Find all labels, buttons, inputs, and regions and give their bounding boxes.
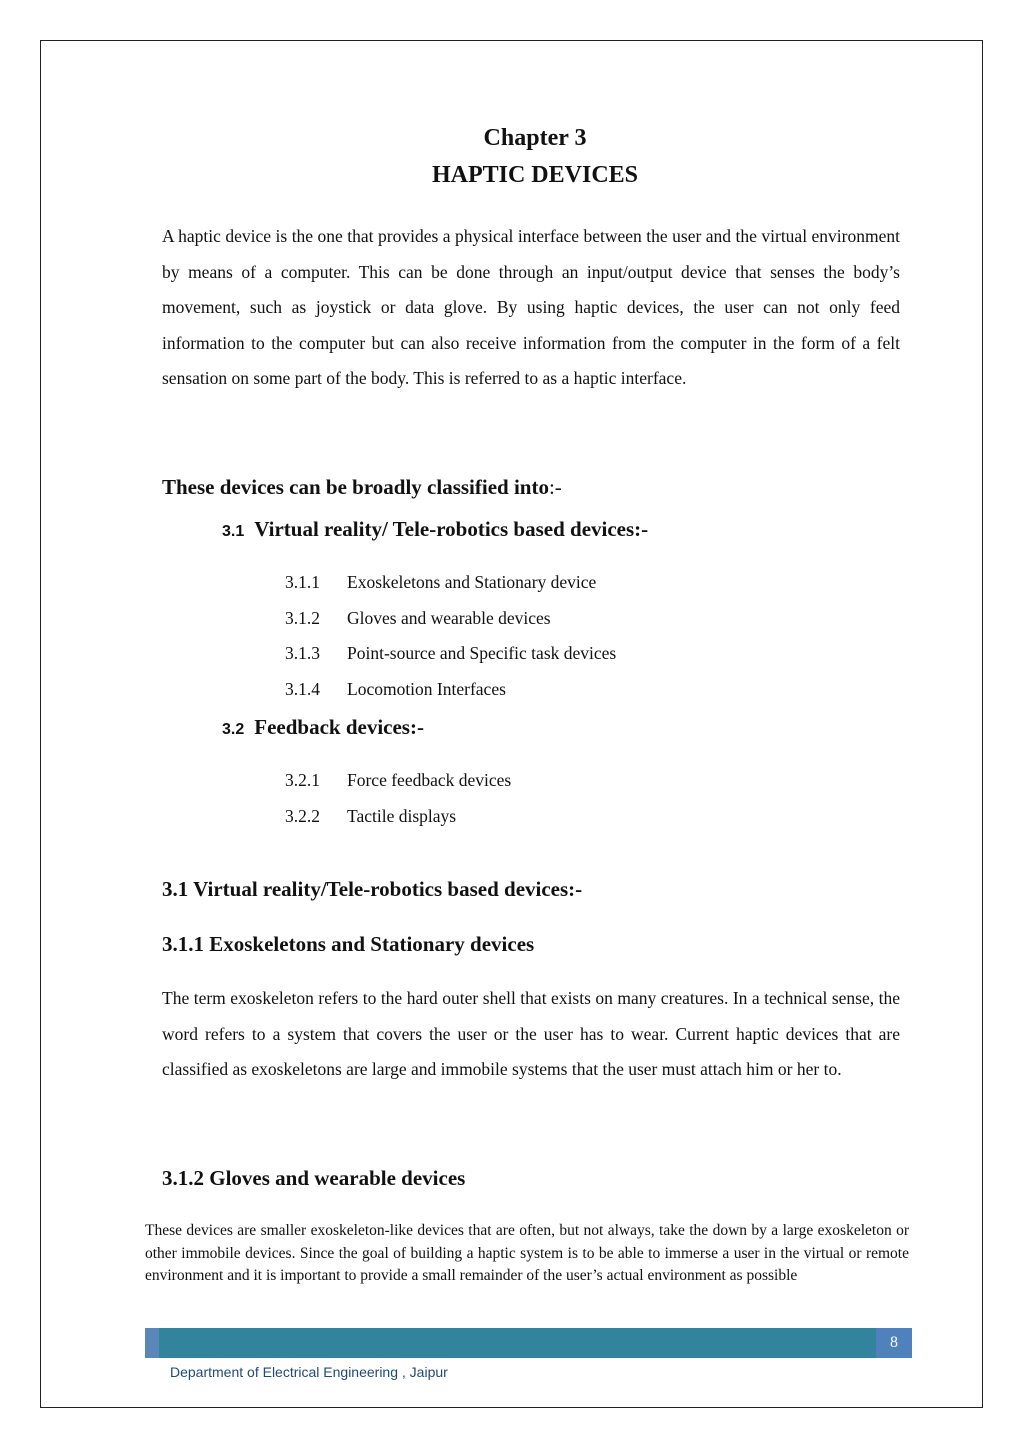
list-item-number: 3.1.4 — [285, 679, 320, 699]
group-3-1-title: Virtual reality/ Tele-robotics based devices:- — [254, 517, 649, 541]
list-item-label: Point-source and Specific task devices — [347, 643, 617, 663]
classification-heading-suffix: :- — [548, 475, 562, 499]
intro-paragraph: A haptic device is the one that provides a physical interface between the user and the virtual environment by means of a computer. This can be done through an input/output device that senses the body’s movement, such as joystick or data glove. By using haptic devices, the user can not only feed information to the computer but can also receive information from the computer in the form of a felt sensation on some part of the body. This is referred to as a haptic interface. — [162, 226, 900, 389]
list-item-number: 3.2.1 — [285, 770, 320, 790]
chapter-label: Chapter 3 — [483, 125, 587, 151]
page-number: 8 — [876, 1328, 912, 1358]
footer-bar — [145, 1328, 912, 1358]
group-3-2-heading — [222, 715, 424, 740]
list-item-number: 3.1.1 — [285, 572, 320, 592]
footer-bar-band — [159, 1328, 876, 1358]
footer-bar-cap — [145, 1328, 159, 1358]
list-item-label: Exoskeletons and Stationary device — [347, 572, 597, 592]
section-3-1-1-body: The term exoskeleton refers to the hard outer shell that exists on many creatures. In a technical sense, the word refers to a system that covers the user or the user has to wear. Current haptic devices that are classified as exoskeletons are large and immobile systems that the user must attach him or her to. — [162, 988, 900, 1080]
section-3-1-heading: 3.1 Virtual reality/Tele-robotics based devices:- — [162, 877, 583, 901]
list-item — [285, 608, 551, 629]
list-item-label: Gloves and wearable devices — [347, 608, 551, 628]
list-item — [285, 770, 511, 791]
section-3-1-2-heading: 3.1.2 Gloves and wearable devices — [162, 1166, 466, 1190]
footer-department: Department of Electrical Engineering , Jaipur — [170, 1364, 448, 1380]
list-item-number: 3.2.2 — [285, 806, 320, 826]
list-item — [285, 679, 506, 700]
group-3-2-number: 3.2 — [222, 721, 245, 738]
list-item-label: Locomotion Interfaces — [347, 679, 506, 699]
list-item — [285, 806, 456, 827]
chapter-title: HAPTIC DEVICES — [431, 162, 639, 188]
group-3-2-title: Feedback devices:- — [254, 715, 424, 739]
classification-heading-text: These devices can be broadly classified into — [162, 475, 549, 499]
section-3-1-2-body: These devices are smaller exoskeleton-like devices that are often, but not always, take the down by a large exoskeleton or other immobile devices. Since the goal of building a haptic system is to be able to immerse a user in the virtual or remote environment and it is important to provide a small remainder of the user’s actual environment as possible — [145, 1222, 909, 1285]
section-3-1-1-heading: 3.1.1 Exoskeletons and Stationary devices — [162, 932, 535, 956]
group-3-1-number: 3.1 — [222, 523, 245, 540]
group-3-1-heading — [222, 517, 648, 542]
list-item-label: Tactile displays — [347, 806, 457, 826]
list-item — [285, 572, 596, 593]
list-item-label: Force feedback devices — [347, 770, 512, 790]
list-item — [285, 643, 616, 664]
list-item-number: 3.1.2 — [285, 608, 320, 628]
classification-heading — [162, 475, 562, 500]
list-item-number: 3.1.3 — [285, 643, 320, 663]
